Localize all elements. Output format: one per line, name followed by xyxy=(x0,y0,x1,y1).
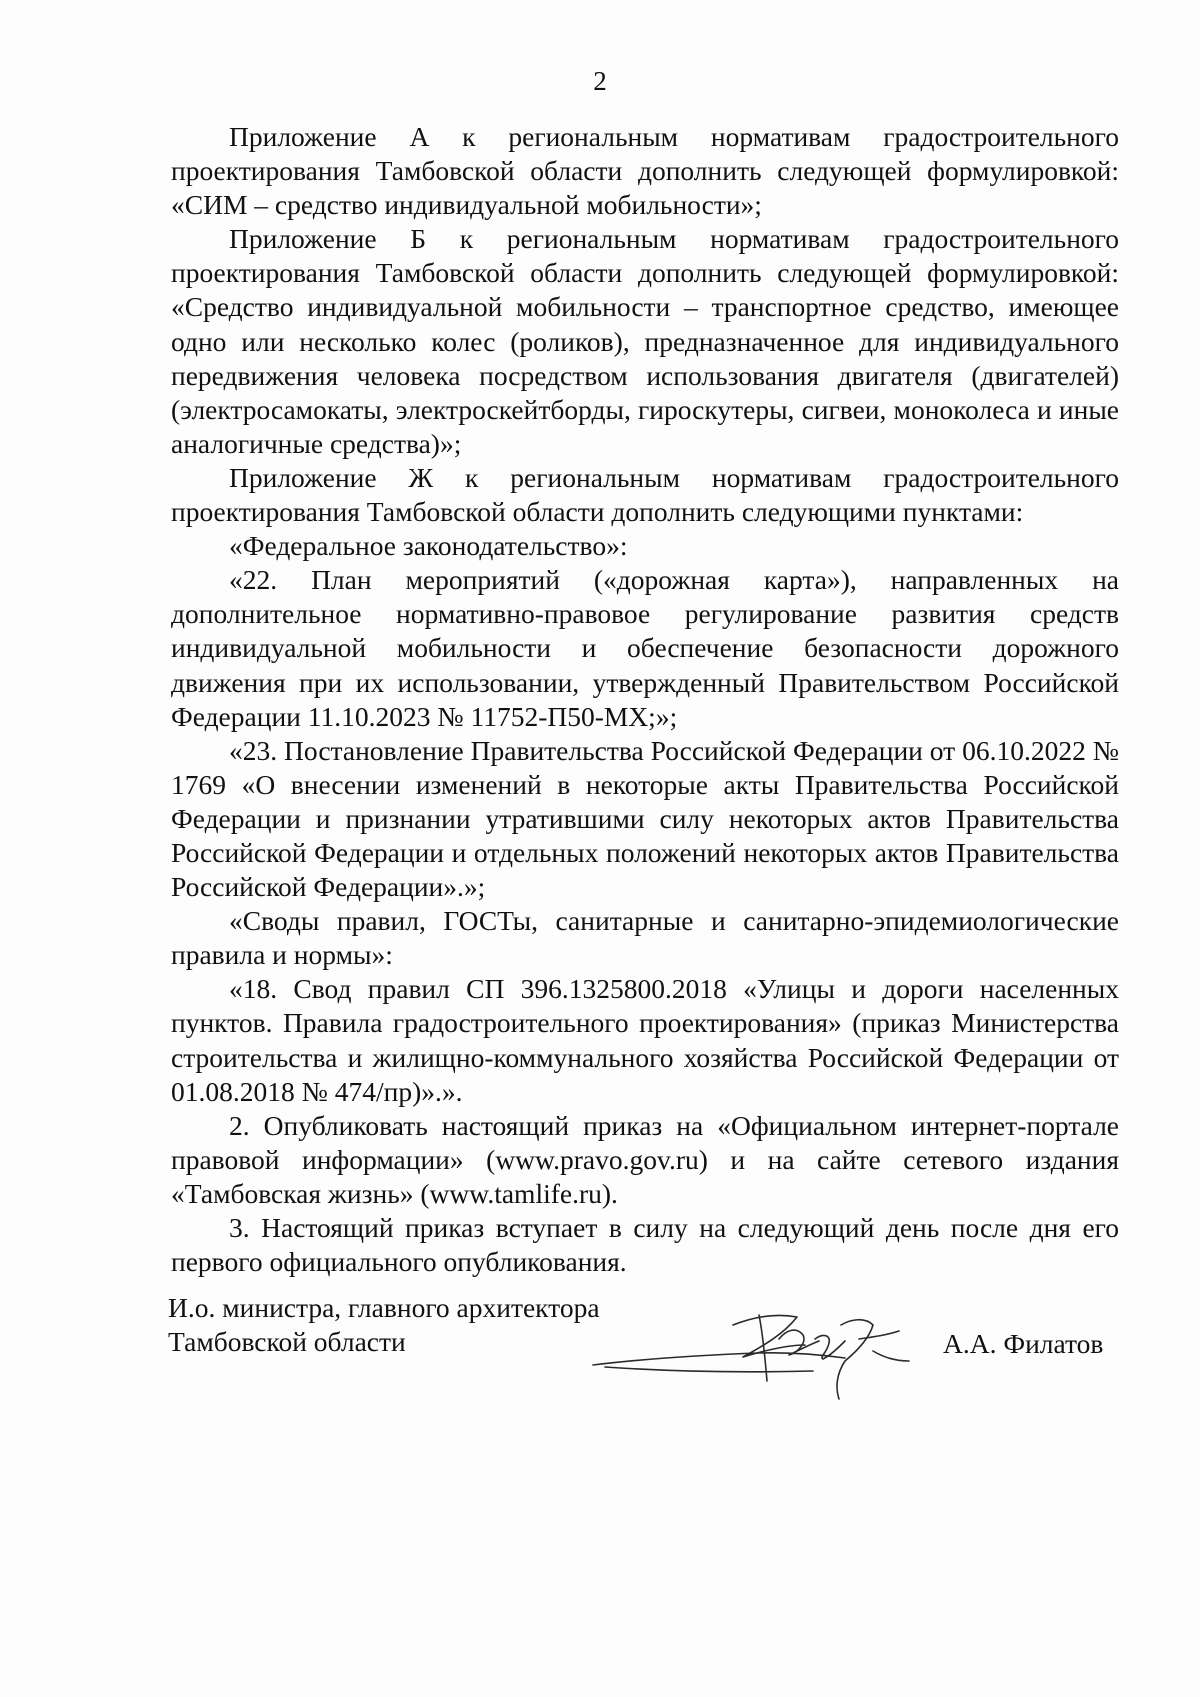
signatory-position-line-2: Тамбовской области xyxy=(168,1326,406,1357)
paragraph-appendix-a: Приложение А к региональным нормативам градостроительного проектирования Тамбовской области дополнить следующей формулировкой: «СИМ – средство индивидуальной мобильности»; xyxy=(171,121,1119,221)
paragraph-appendix-b: Приложение Б к региональным нормативам градостроительного проектирования Тамбовской области дополнить следующей формулировкой: «Средство индивидуальной мобильности – транспортное средство, имеющее одно или несколько колес (роликов), предназначенное для индивидуального передвижения человека посредством использования двигателя (двигателей) (электросамокаты, электроскейтборды, гироскутеры, сигвеи, моноколеса и иные аналогичные средства)»; xyxy=(171,223,1119,459)
paragraph-federal-legislation-heading: «Федеральное законодательство»: xyxy=(229,530,628,562)
page-number: 2 xyxy=(593,66,607,96)
paragraph-codes-heading: «Своды правил, ГОСТы, санитарные и санитарно-эпидемиологические правила и нормы»: xyxy=(171,905,1119,971)
signature-block xyxy=(168,1291,1128,1411)
signatory-position-line-1: И.о. министра, главного архитектора xyxy=(168,1292,600,1323)
paragraph-publication: 2. Опубликовать настоящий приказ на «Официальном интернет-портале правовой информации» (www.pravo.gov.ru) и на сайте сетевого издания «Тамбовская жизнь» (www.tamlife.ru). xyxy=(171,1109,1119,1209)
paragraph-item-23: «23. Постановление Правительства Российской Федерации от 06.10.2022 № 1769 «О внесении изменений в некоторые акты Правительства Российской Федерации и признании утратившими силу некоторых актов Правительства Российской Федерации и отдельных положений некоторых актов Правительства Российской Федерации».»; xyxy=(171,734,1119,903)
paragraph-appendix-zh: Приложение Ж к региональным нормативам градостроительного проектирования Тамбовской области дополнить следующими пунктами: xyxy=(171,461,1119,528)
paragraph-item-18: «18. Свод правил СП 396.1325800.2018 «Улицы и дороги населенных пунктов. Правила градостроительного проектирования» (приказ Министерства строительства и жилищно-коммунального хозяйства Российской Федерации от 01.08.2018 № 474/пр)».». xyxy=(171,973,1119,1107)
handwritten-signature-image xyxy=(583,1295,923,1407)
document-body xyxy=(171,120,1119,1279)
signatory-name: А.А. Филатов xyxy=(943,1328,1104,1359)
paragraph-entry-into-force: 3. Настоящий приказ вступает в силу на следующий день после дня его первого официального опубликования. xyxy=(171,1212,1119,1278)
paragraph-item-22: «22. План мероприятий («дорожная карта»), направленных на дополнительное нормативно-правовое регулирование развития средств индивидуальной мобильности и обеспечение безопасности дорожного движения при их использовании, утвержденный Правительством Российской Федерации 11.10.2023 № 11752-П50-МХ;»; xyxy=(171,564,1119,732)
